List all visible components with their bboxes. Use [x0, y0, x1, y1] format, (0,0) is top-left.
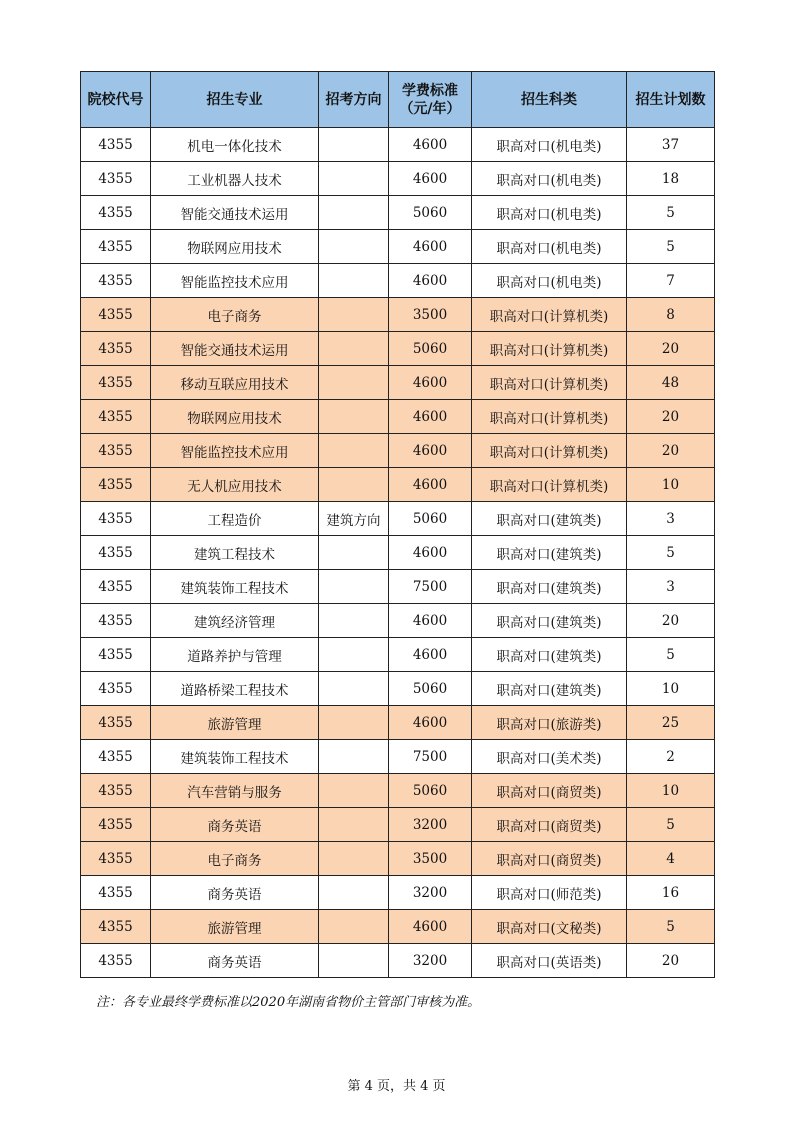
cell-plan-count: 5 [627, 196, 715, 230]
cell-tuition: 7500 [389, 740, 472, 774]
table-row [81, 400, 715, 434]
cell-school-code: 4355 [81, 536, 151, 570]
table-row [81, 434, 715, 468]
cell-category: 职高对口(旅游类) [472, 706, 627, 740]
cell-plan-count: 20 [627, 400, 715, 434]
header-plan-count: 招生计划数 [627, 72, 715, 128]
cell-major: 道路养护与管理 [151, 638, 319, 672]
cell-plan-count: 20 [627, 604, 715, 638]
cell-school-code: 4355 [81, 400, 151, 434]
cell-school-code: 4355 [81, 502, 151, 536]
cell-major: 建筑经济管理 [151, 604, 319, 638]
table-row [81, 128, 715, 162]
cell-tuition: 5060 [389, 332, 472, 366]
cell-tuition: 4600 [389, 468, 472, 502]
table-row [81, 672, 715, 706]
cell-school-code: 4355 [81, 332, 151, 366]
cell-tuition: 4600 [389, 638, 472, 672]
cell-tuition: 4600 [389, 128, 472, 162]
page-footer: 第 4 页，共 4 页 [347, 1079, 446, 1094]
cell-plan-count: 5 [627, 638, 715, 672]
cell-major: 物联网应用技术 [151, 400, 319, 434]
cell-direction [319, 910, 389, 944]
cell-direction [319, 128, 389, 162]
cell-major: 智能交通技术运用 [151, 332, 319, 366]
cell-direction: 建筑方向 [319, 502, 389, 536]
cell-major: 智能交通技术运用 [151, 196, 319, 230]
cell-category: 职高对口(英语类) [472, 944, 627, 978]
cell-tuition: 4600 [389, 230, 472, 264]
cell-direction [319, 638, 389, 672]
cell-direction [319, 774, 389, 808]
cell-category: 职高对口(文秘类) [472, 910, 627, 944]
cell-major: 建筑工程技术 [151, 536, 319, 570]
cell-tuition: 3500 [389, 298, 472, 332]
table-row [81, 468, 715, 502]
cell-plan-count: 10 [627, 672, 715, 706]
cell-direction [319, 298, 389, 332]
cell-major: 汽车营销与服务 [151, 774, 319, 808]
cell-major: 建筑装饰工程技术 [151, 740, 319, 774]
table-header-row [81, 72, 715, 128]
cell-direction [319, 604, 389, 638]
cell-plan-count: 48 [627, 366, 715, 400]
table-row [81, 876, 715, 910]
cell-tuition: 3200 [389, 876, 472, 910]
cell-major: 商务英语 [151, 808, 319, 842]
cell-major: 商务英语 [151, 876, 319, 910]
cell-plan-count: 10 [627, 468, 715, 502]
cell-direction [319, 434, 389, 468]
cell-category: 职高对口(计算机类) [472, 468, 627, 502]
cell-school-code: 4355 [81, 842, 151, 876]
cell-plan-count: 4 [627, 842, 715, 876]
cell-direction [319, 706, 389, 740]
table-row [81, 298, 715, 332]
cell-category: 职高对口(机电类) [472, 196, 627, 230]
table-body [81, 128, 715, 978]
cell-category: 职高对口(商贸类) [472, 774, 627, 808]
cell-tuition: 3500 [389, 842, 472, 876]
cell-tuition: 4600 [389, 400, 472, 434]
cell-school-code: 4355 [81, 162, 151, 196]
table-row [81, 230, 715, 264]
cell-plan-count: 10 [627, 774, 715, 808]
table-row [81, 332, 715, 366]
cell-major: 智能监控技术应用 [151, 434, 319, 468]
table-row [81, 944, 715, 978]
cell-direction [319, 672, 389, 706]
cell-direction [319, 876, 389, 910]
cell-category: 职高对口(机电类) [472, 128, 627, 162]
cell-major: 商务英语 [151, 944, 319, 978]
table-row [81, 842, 715, 876]
cell-category: 职高对口(计算机类) [472, 332, 627, 366]
cell-direction [319, 570, 389, 604]
cell-category: 职高对口(商贸类) [472, 808, 627, 842]
cell-plan-count: 7 [627, 264, 715, 298]
cell-school-code: 4355 [81, 434, 151, 468]
cell-direction [319, 468, 389, 502]
cell-plan-count: 5 [627, 536, 715, 570]
cell-direction [319, 808, 389, 842]
cell-school-code: 4355 [81, 706, 151, 740]
cell-school-code: 4355 [81, 570, 151, 604]
cell-school-code: 4355 [81, 808, 151, 842]
cell-plan-count: 5 [627, 808, 715, 842]
cell-tuition: 5060 [389, 672, 472, 706]
cell-tuition: 4600 [389, 536, 472, 570]
cell-tuition: 5060 [389, 196, 472, 230]
table-row [81, 774, 715, 808]
cell-direction [319, 264, 389, 298]
cell-major: 智能监控技术应用 [151, 264, 319, 298]
cell-category: 职高对口(计算机类) [472, 434, 627, 468]
cell-major: 旅游管理 [151, 706, 319, 740]
cell-plan-count: 2 [627, 740, 715, 774]
cell-major: 道路桥梁工程技术 [151, 672, 319, 706]
cell-major: 电子商务 [151, 842, 319, 876]
table-row [81, 706, 715, 740]
table-row [81, 196, 715, 230]
enrollment-table [80, 71, 715, 978]
cell-school-code: 4355 [81, 672, 151, 706]
cell-major: 移动互联应用技术 [151, 366, 319, 400]
cell-major: 电子商务 [151, 298, 319, 332]
cell-tuition: 4600 [389, 706, 472, 740]
cell-school-code: 4355 [81, 944, 151, 978]
cell-tuition: 3200 [389, 808, 472, 842]
cell-plan-count: 8 [627, 298, 715, 332]
cell-direction [319, 842, 389, 876]
header-category: 招生科类 [472, 72, 627, 128]
cell-direction [319, 162, 389, 196]
cell-school-code: 4355 [81, 196, 151, 230]
cell-category: 职高对口(机电类) [472, 230, 627, 264]
table-row [81, 264, 715, 298]
cell-direction [319, 366, 389, 400]
cell-category: 职高对口(商贸类) [472, 842, 627, 876]
cell-school-code: 4355 [81, 910, 151, 944]
cell-major: 建筑装饰工程技术 [151, 570, 319, 604]
cell-category: 职高对口(美术类) [472, 740, 627, 774]
cell-school-code: 4355 [81, 230, 151, 264]
cell-tuition: 4600 [389, 910, 472, 944]
cell-category: 职高对口(机电类) [472, 264, 627, 298]
cell-school-code: 4355 [81, 298, 151, 332]
cell-tuition: 4600 [389, 366, 472, 400]
table-row [81, 740, 715, 774]
cell-plan-count: 5 [627, 230, 715, 264]
cell-category: 职高对口(建筑类) [472, 570, 627, 604]
cell-major: 旅游管理 [151, 910, 319, 944]
table-row [81, 570, 715, 604]
cell-plan-count: 3 [627, 502, 715, 536]
cell-category: 职高对口(计算机类) [472, 298, 627, 332]
cell-tuition: 4600 [389, 434, 472, 468]
header-tuition: 学费标准 （元/年） [389, 72, 472, 128]
cell-category: 职高对口(机电类) [472, 162, 627, 196]
cell-category: 职高对口(计算机类) [472, 366, 627, 400]
cell-tuition: 4600 [389, 162, 472, 196]
table-row [81, 366, 715, 400]
cell-category: 职高对口(师范类) [472, 876, 627, 910]
cell-major: 工程造价 [151, 502, 319, 536]
cell-plan-count: 25 [627, 706, 715, 740]
cell-category: 职高对口(计算机类) [472, 400, 627, 434]
cell-category: 职高对口(建筑类) [472, 502, 627, 536]
table-row [81, 162, 715, 196]
cell-school-code: 4355 [81, 638, 151, 672]
cell-plan-count: 18 [627, 162, 715, 196]
cell-plan-count: 20 [627, 434, 715, 468]
cell-school-code: 4355 [81, 366, 151, 400]
cell-major: 无人机应用技术 [151, 468, 319, 502]
header-direction: 招考方向 [319, 72, 389, 128]
cell-category: 职高对口(建筑类) [472, 536, 627, 570]
cell-school-code: 4355 [81, 876, 151, 910]
cell-school-code: 4355 [81, 774, 151, 808]
cell-plan-count: 20 [627, 332, 715, 366]
cell-school-code: 4355 [81, 604, 151, 638]
cell-direction [319, 230, 389, 264]
cell-direction [319, 332, 389, 366]
cell-plan-count: 3 [627, 570, 715, 604]
cell-direction [319, 536, 389, 570]
table-row [81, 910, 715, 944]
cell-tuition: 4600 [389, 264, 472, 298]
cell-direction [319, 740, 389, 774]
cell-plan-count: 5 [627, 910, 715, 944]
table-row [81, 808, 715, 842]
table-row [81, 536, 715, 570]
cell-plan-count: 16 [627, 876, 715, 910]
cell-direction [319, 196, 389, 230]
cell-major: 物联网应用技术 [151, 230, 319, 264]
cell-school-code: 4355 [81, 468, 151, 502]
table-row [81, 638, 715, 672]
cell-tuition: 3200 [389, 944, 472, 978]
cell-plan-count: 20 [627, 944, 715, 978]
cell-major: 机电一体化技术 [151, 128, 319, 162]
table-row [81, 502, 715, 536]
cell-tuition: 7500 [389, 570, 472, 604]
cell-category: 职高对口(建筑类) [472, 672, 627, 706]
cell-direction [319, 400, 389, 434]
cell-category: 职高对口(建筑类) [472, 638, 627, 672]
cell-tuition: 4600 [389, 604, 472, 638]
cell-direction [319, 944, 389, 978]
footnote: 注：各专业最终学费标准以2020年湖南省物价主管部门审核为准。 [96, 995, 481, 1010]
cell-tuition: 5060 [389, 502, 472, 536]
cell-school-code: 4355 [81, 264, 151, 298]
header-major: 招生专业 [151, 72, 319, 128]
table-row [81, 604, 715, 638]
cell-school-code: 4355 [81, 128, 151, 162]
cell-tuition: 5060 [389, 774, 472, 808]
cell-plan-count: 37 [627, 128, 715, 162]
cell-major: 工业机器人技术 [151, 162, 319, 196]
cell-category: 职高对口(建筑类) [472, 604, 627, 638]
cell-school-code: 4355 [81, 740, 151, 774]
header-school-code: 院校代号 [81, 72, 151, 128]
